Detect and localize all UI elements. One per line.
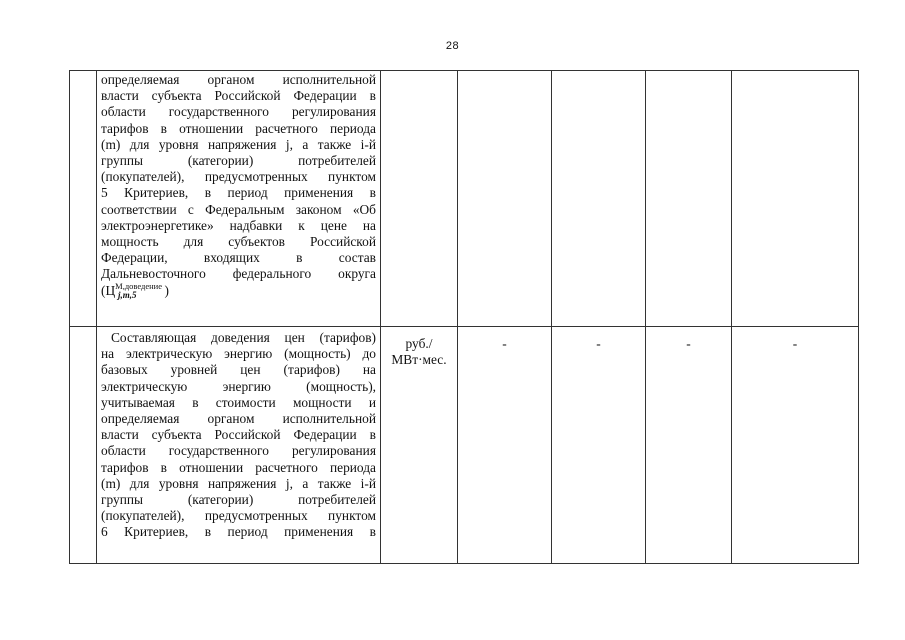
value-cell: [646, 71, 732, 327]
value-cell: [458, 71, 552, 327]
value-cell: -: [732, 327, 859, 564]
description-line: 6 Критериев, в период применения в: [101, 524, 376, 540]
description-line: 5 Критериев, в период применения в: [101, 185, 376, 201]
table-row: [70, 71, 859, 327]
value-cell: -: [646, 327, 732, 564]
description-line: Федерации, входящих в состав: [101, 250, 376, 266]
formula-open: (Ц: [101, 282, 116, 298]
value-cell: [732, 71, 859, 327]
value-cell: -: [458, 327, 552, 564]
description-line: области государственного регулирования: [101, 104, 376, 120]
description-line: власти субъекта Российской Федерации в: [101, 88, 376, 104]
formula-subscript: j,m,5: [118, 289, 137, 300]
formula-symbol: [101, 280, 376, 300]
description-line: (m) для уровня напряжения j, а также i-й: [101, 136, 376, 152]
description-line: тарифов в отношении расчетного периода: [101, 120, 376, 136]
unit-line: МВт·мес.: [391, 352, 447, 368]
description-cell: [97, 327, 381, 564]
unit-cell: [381, 327, 458, 564]
table-row: [70, 327, 859, 564]
formula-superscript: М,доведение: [115, 280, 162, 291]
description-line: группы (категории) потребителей: [101, 492, 376, 508]
unit-line: руб./: [405, 336, 433, 351]
description-line: соответствии с Федеральным законом «Об: [101, 201, 376, 217]
description-line: Составляющая доведения цен (тарифов): [111, 330, 376, 345]
description-line: определяемая органом исполнительной: [101, 72, 376, 87]
description-line: учитываемая в стоимости мощности и: [101, 394, 376, 410]
description-line: тарифов в отношении расчетного периода: [101, 459, 376, 475]
description-line: базовых уровней цен (тарифов) на: [101, 362, 376, 378]
value-cell: [552, 71, 646, 327]
value-cell: -: [552, 327, 646, 564]
description-line: группы (категории) потребителей: [101, 153, 376, 169]
description-line: власти субъекта Российской Федерации в: [101, 427, 376, 443]
description-line: на электрическую энергию (мощность) до: [101, 346, 376, 362]
description-line: электрическую энергию (мощность),: [101, 378, 376, 394]
formula-close: ): [164, 282, 169, 298]
description-line: области государственного регулирования: [101, 443, 376, 459]
page-number: 28: [445, 40, 460, 52]
description-line: (покупателей), предусмотренных пунктом: [101, 508, 376, 524]
description-line: (m) для уровня напряжения j, а также i-й: [101, 475, 376, 491]
description-line: мощность для субъектов Российской: [101, 234, 376, 250]
description-line: Дальневосточного федерального округа: [101, 266, 376, 282]
row-number-cell: [70, 327, 97, 564]
tariff-table: [69, 70, 859, 564]
description-cell: [97, 71, 381, 327]
description-line: определяемая органом исполнительной: [101, 411, 376, 427]
unit-cell: [381, 71, 458, 327]
description-line: (покупателей), предусмотренных пунктом: [101, 169, 376, 185]
row-number-cell: [70, 71, 97, 327]
description-line: электроэнергетике» надбавки к цене на: [101, 217, 376, 233]
